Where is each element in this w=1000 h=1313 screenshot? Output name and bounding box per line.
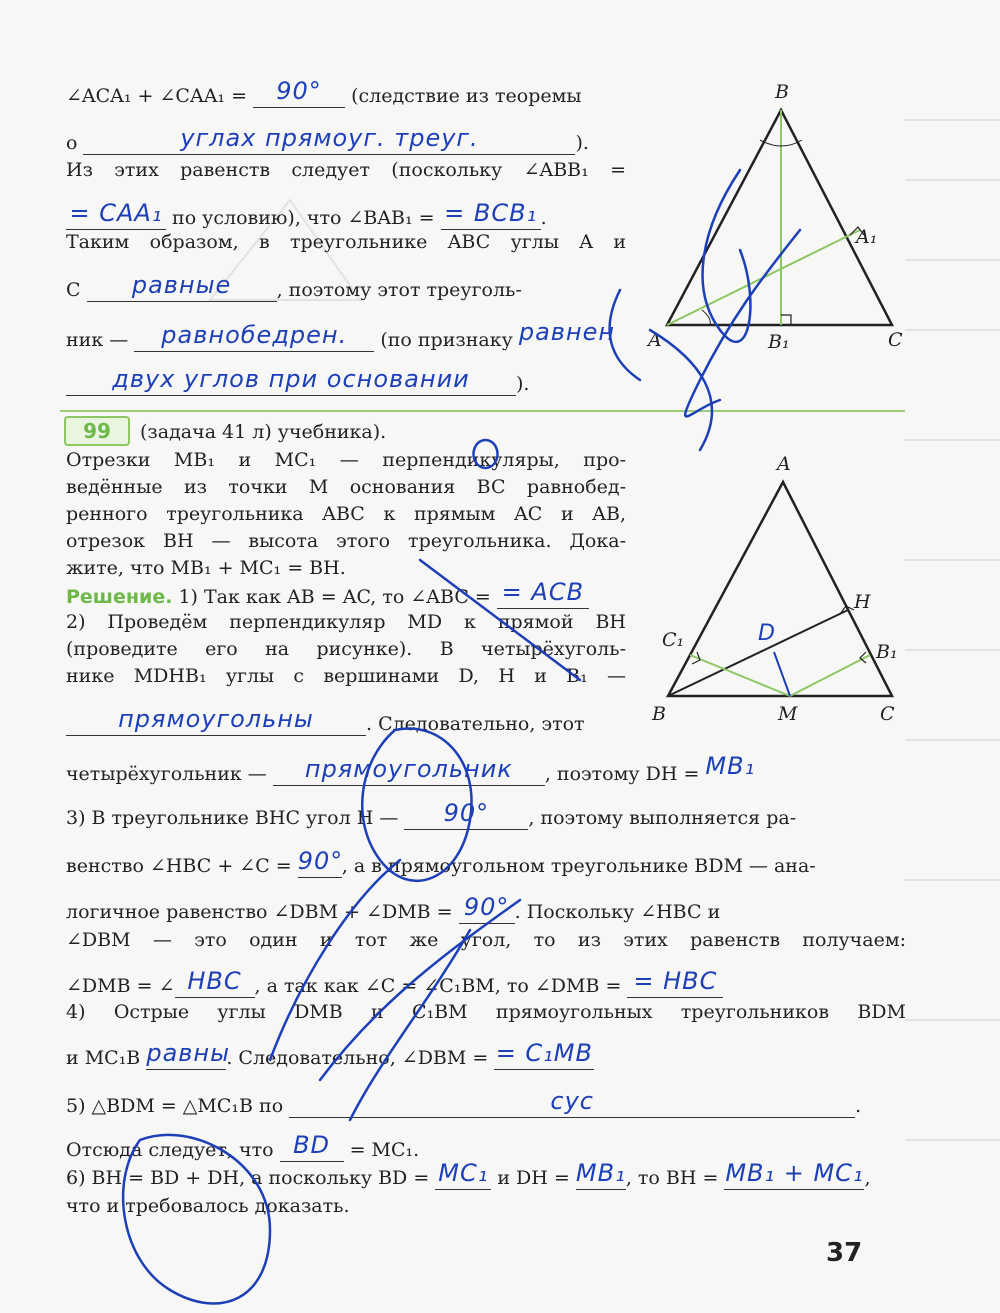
handwritten-answer: HBC <box>187 967 242 995</box>
vertex-label-b: B <box>652 703 666 725</box>
text: Отрезки MB₁ и MC₁ — перпендикуляры, про- <box>66 449 626 471</box>
text: , а так как ∠C = ∠C₁BM, то ∠DMB = <box>254 975 628 997</box>
handwritten-answer: BD <box>293 1131 331 1159</box>
text: ник — <box>66 329 135 351</box>
text: о <box>66 132 84 154</box>
text: по условию), что ∠BAB₁ = <box>166 207 441 229</box>
vertex-label-c: C <box>888 329 903 351</box>
text: , а в прямоугольном треугольнике BDM — ана- <box>341 855 816 877</box>
text: . Поскольку ∠HBC и <box>514 901 721 923</box>
text: Из этих равенств следует (поскольку ∠ABB₁ = <box>66 159 626 181</box>
math-text: ∠ACA₁ + ∠CAA₁ = <box>66 85 254 107</box>
text: 3) В треугольнике BHC угол H — <box>66 807 405 829</box>
task-number-badge: 99 <box>64 416 130 446</box>
handwritten-answer: равнобедрен. <box>161 321 348 349</box>
handwritten-answer: равные <box>131 271 232 299</box>
text: что и требовалось доказать. <box>66 1195 350 1217</box>
handwritten-answer: равны <box>146 1039 231 1067</box>
vertex-label-a1: A₁ <box>856 226 878 248</box>
text: . Следовательно, этот <box>366 713 585 735</box>
text: ). <box>516 373 530 395</box>
text: четырёхугольник — <box>66 763 273 785</box>
handwritten-answer: = C₁MB <box>495 1039 593 1067</box>
text: 2) Проведём перпендикуляр MD к прямой BH <box>66 611 626 633</box>
handwritten-answer: 90° <box>463 893 510 921</box>
vertex-label-b: B <box>775 81 789 103</box>
text: , то BH = <box>625 1167 725 1189</box>
handwritten-answer: 90° <box>297 847 344 875</box>
text: и MC₁B <box>66 1047 147 1069</box>
math-text: (следствие из теоремы <box>345 85 582 107</box>
handwritten-answer: 90° <box>443 799 490 827</box>
scribble-stroke <box>320 900 520 1080</box>
handwritten-answer: = ACB <box>501 578 585 606</box>
text: . <box>855 1095 862 1117</box>
text: 6) BH = BD + DH, а поскольку BD = <box>66 1167 436 1189</box>
text: = MC₁. <box>343 1139 420 1161</box>
text: , поэтому DH = <box>544 763 706 785</box>
handwritten-answer: равнен <box>518 318 616 346</box>
handwritten-answer: = HBC <box>633 967 718 995</box>
scribble-stroke <box>270 860 400 1060</box>
solution-label: Решение. <box>66 586 173 608</box>
text: . Следовательно, ∠DBM = <box>226 1047 495 1069</box>
scribble-loop <box>362 728 471 880</box>
page-number: 37 <box>826 1238 863 1268</box>
handwritten-answer: MB₁ + MC₁ <box>725 1159 864 1187</box>
text: и DH = <box>491 1167 576 1189</box>
vertex-label-c: C <box>880 703 895 725</box>
vertex-label-m: M <box>778 703 798 725</box>
text: ∠DMB = ∠ <box>66 975 175 997</box>
text: (по признаку <box>374 329 519 351</box>
handwritten-answer: MB₁ <box>705 752 756 780</box>
scribble-stroke <box>610 290 640 380</box>
text: ∠DBM — это один и тот же угол, то из этих равенств получаем: <box>66 929 906 951</box>
vertex-label-c1: C₁ <box>662 629 685 651</box>
text: (проведите его на рисунке). В четырёхуголь- <box>66 638 626 660</box>
handwritten-answer: сус <box>550 1087 594 1115</box>
handwritten-answer: = CAA₁ <box>69 199 163 227</box>
text: ренного треугольника ABC к прямым AC и AB, <box>66 503 626 525</box>
text: , поэтому этот треуголь- <box>276 279 522 301</box>
text: C <box>66 279 87 301</box>
text: Отсюда следует, что <box>66 1139 280 1161</box>
scribble-stroke <box>650 330 712 450</box>
scribble-loop <box>123 1135 270 1304</box>
text: нике MDHB₁ углы с вершинами D, H и B₁ — <box>66 665 626 687</box>
scribble-stroke <box>420 560 580 680</box>
handwritten-label-d: D <box>758 621 775 646</box>
handwritten-answer: MB₁ <box>575 1159 626 1187</box>
vertex-label-b1: B₁ <box>768 331 790 353</box>
text: 1) Так как AB = AC, то ∠ABC = <box>172 586 497 608</box>
handwritten-answer: = BCB₁ <box>444 199 538 227</box>
vertex-label-a: A <box>777 453 791 475</box>
handwritten-answer: углах прямоуг. треуг. <box>180 124 479 152</box>
vertex-label-b1: B₁ <box>876 641 898 663</box>
text: , <box>864 1167 871 1189</box>
handwritten-answer: прямоугольны <box>118 705 314 733</box>
text: жите, что MB₁ + MC₁ = BH. <box>66 557 346 579</box>
vertex-label-a: A <box>648 329 662 351</box>
handwritten-answer: 90° <box>276 77 322 105</box>
text: отрезок BH — высота этого треугольника. Дока- <box>66 530 626 552</box>
text: 5) △BDM = △MC₁B по <box>66 1095 290 1117</box>
text: . <box>540 207 547 229</box>
scribble-circle <box>474 440 498 468</box>
vertex-label-h: H <box>854 591 871 613</box>
task-header: (задача 41 л) учебника). <box>140 421 387 443</box>
handwritten-answer: прямоугольник <box>304 755 513 783</box>
text: 4) Острые углы DMB и C₁BM прямоугольных треугольников BDM <box>66 1001 906 1023</box>
handwritten-answer: MC₁ <box>438 1159 489 1187</box>
text: Таким образом, в треугольнике ABC углы A и <box>66 231 626 253</box>
text: ведённые из точки M основания BC равнобед- <box>66 476 626 498</box>
text: , поэтому выполняется ра- <box>528 807 797 829</box>
text: логичное равенство ∠DBM + ∠DMB = <box>66 901 459 923</box>
text: венство ∠HBC + ∠C = <box>66 855 298 877</box>
scribble-stroke <box>703 170 751 342</box>
handwritten-answer: двух углов при основании <box>112 365 470 393</box>
text: ). <box>575 132 589 154</box>
